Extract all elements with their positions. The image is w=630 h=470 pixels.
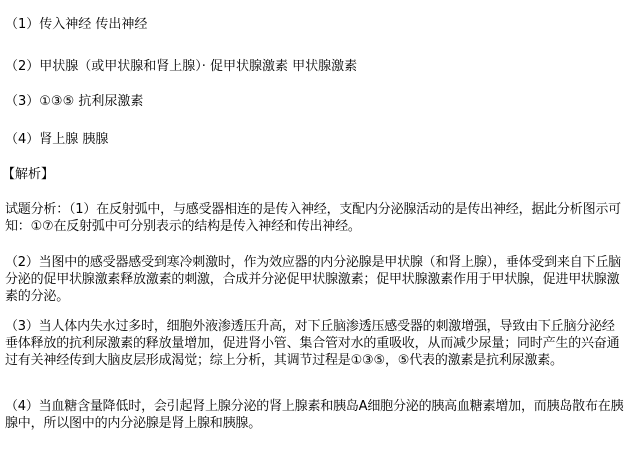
answer-3: （3）①③⑤ 抗利尿激素 bbox=[5, 94, 144, 109]
answer-1: （1）传入神经 传出神经 bbox=[5, 17, 148, 32]
analysis-paragraph-3: （3）当人体内失水过多时，细胞外液渗透压升高，对下丘脑渗透压感受器的刺激增强，导致由下丘脑分泌经垂体释放的抗利尿激素的释放量增加，促进肾小管、集合管对水的重吸收，从而减少尿量；同时产生的兴奋通过有关神经传到大脑皮层形成渴觉；综上分析，其调节过程是①③⑤，⑤代表的激素是抗利尿激素。 bbox=[5, 319, 620, 368]
analysis-heading: 【解析】 bbox=[2, 167, 55, 182]
answer-4: （4）肾上腺 胰腺 bbox=[5, 132, 109, 147]
analysis-paragraph-1: 试题分析：（1）在反射弧中，与感受器相连的是传入神经，支配内分泌腺活动的是传出神经，据此分析图示可知：①⑦在反射弧中可分别表示的结构是传入神经和传出神经。 bbox=[5, 202, 621, 234]
analysis-paragraph-2: （2）当图中的感受器感受到寒冷刺激时，作为效应器的内分泌腺是甲状腺（和肾上腺），垂体受到来自下丘脑分泌的促甲状腺激素释放激素的刺激，合成并分泌促甲状腺激素；促甲状腺激素作用于甲状腺，促进甲状腺激素的分泌。 bbox=[5, 255, 621, 304]
answer-2: （2）甲状腺（或甲状腺和肾上腺）· 促甲状腺激素 甲状腺激素 bbox=[5, 59, 358, 74]
analysis-paragraph-4: （4）当血糖含量降低时，会引起肾上腺分泌的肾上腺素和胰岛A细胞分泌的胰高血糖素增加，而胰岛散布在胰腺中，所以图中的内分泌腺是肾上腺和胰腺。 bbox=[5, 399, 624, 431]
